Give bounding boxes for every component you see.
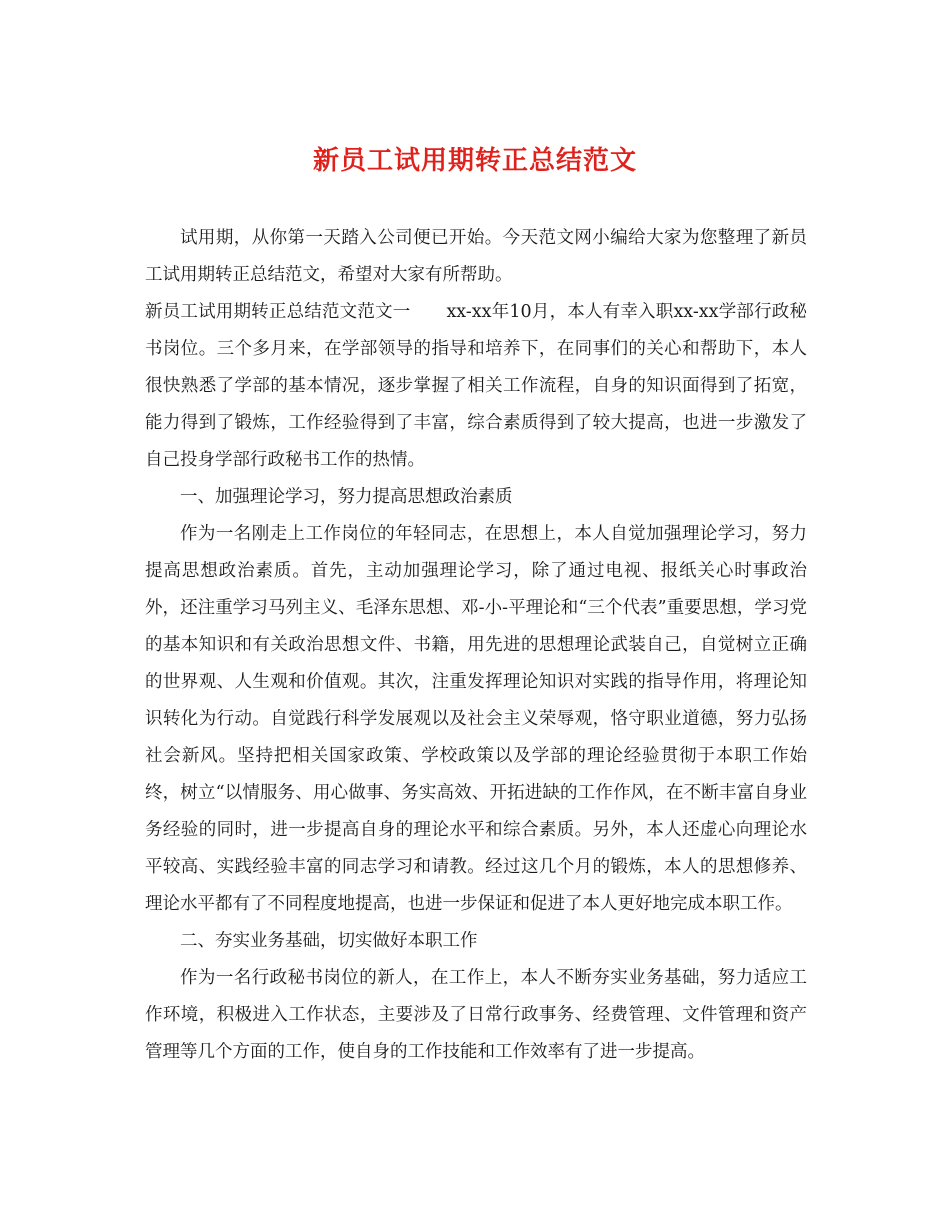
paragraph-intro: 试用期，从你第一天踏入公司便已开始。今天范文网小编给大家为您整理了新员工试用期转正总结范文，希望对大家有所帮助。 xyxy=(145,228,807,285)
document-body xyxy=(145,220,807,1071)
section-heading-one: 一、加强理论学习，努力提高思想政治素质 xyxy=(180,487,513,507)
paragraph-sample-one xyxy=(145,294,807,479)
document-title: 新员工试用期转正总结范文 xyxy=(312,146,637,176)
paragraph-business-foundation: 作为一名行政秘书岗位的新人，在工作上，本人不断夯实业务基础，努力适应工作环境，积极进入工作状态，主要涉及了日常行政事务、经费管理、文件管理和资产管理等几个方面的工作，使自身的工作技能和工作效率有了进一步提高。 xyxy=(145,968,807,1062)
section-heading-two: 二、夯实业务基础，切实做好本职工作 xyxy=(180,931,478,951)
sample-heading: 新员工试用期转正总结范文范文一 xyxy=(145,302,411,322)
sample-one-text: xx-xx年10月，本人有幸入职xx-xx学部行政秘书岗位。三个多月来，在学部领导的指导和培养下，在同事们的关心和帮助下，本人很快熟悉了学部的基本情况，逐步掌握了相关工作流程，自身的知识面得到了拓宽，能力得到了锻炼，工作经验得到了丰富，综合素质得到了较大提高，也进一步激发了自己投身学部行政秘书工作的热情。 xyxy=(145,302,807,470)
paragraph-theory-study: 作为一名刚走上工作岗位的年轻同志，在思想上，本人自觉加强理论学习，努力提高思想政治素质。首先，主动加强理论学习，除了通过电视、报纸关心时事政治外，还注重学习马列主义、毛泽东思想、邓-小-平理论和“三个代表”重要思想，学习党的基本知识和有关政治思想文件、书籍，用先进的思想理论武装自己，自觉树立正确的世界观、人生观和价值观。其次，注重发挥理论知识对实践的指导作用，将理论知识转化为行动。自觉践行科学发展观以及社会主义荣辱观，恪守职业道德，努力弘扬社会新风。坚持把相关国家政策、学校政策以及学部的理论经验贯彻于本职工作始终，树立“以情服务、用心做事、务实高效、开拓进缺的工作作风，在不断丰富自身业务经验的同时，进一步提高自身的理论水平和综合素质。另外，本人还虚心向理论水平较高、实践经验丰富的同志学习和请教。经过这几个月的锻炼，本人的思想修养、理论水平都有了不同程度地提高，也进一步保证和促进了本人更好地完成本职工作。 xyxy=(145,524,807,914)
